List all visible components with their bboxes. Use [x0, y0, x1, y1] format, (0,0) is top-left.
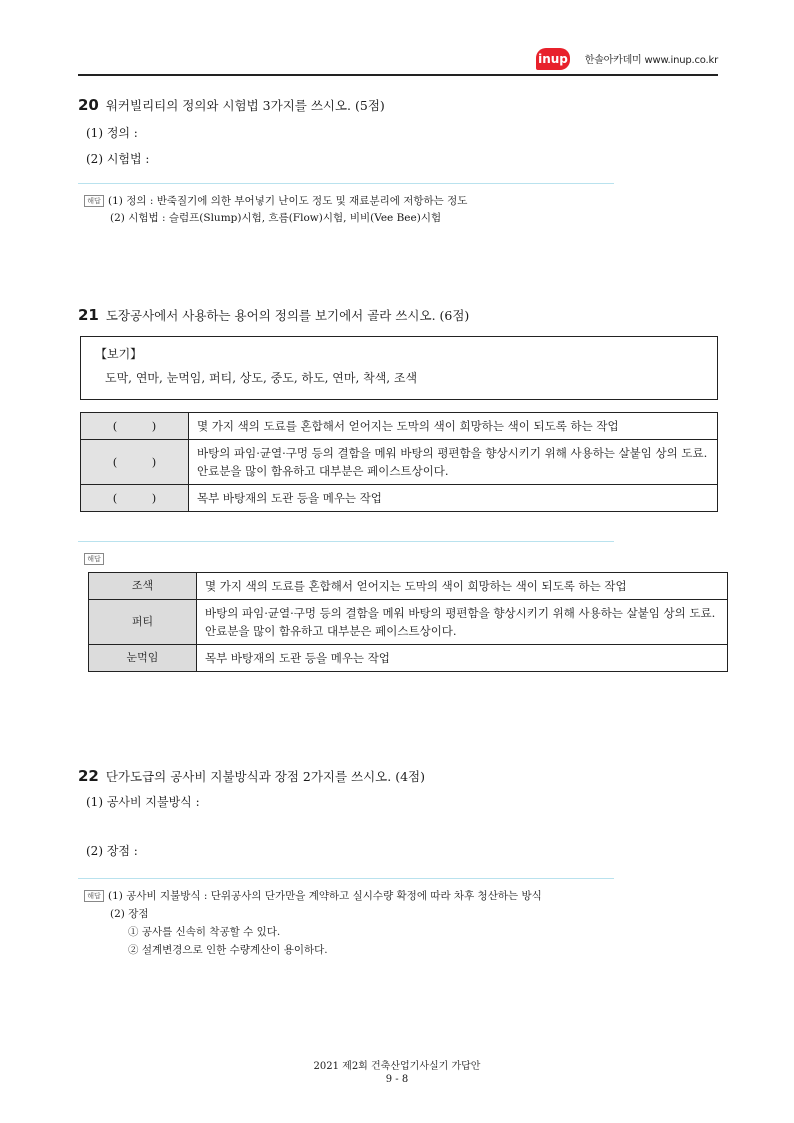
blank-cell: ( ) — [81, 440, 189, 485]
footer-title: 2021 제2회 건축산업기사실기 가답안 — [313, 1061, 481, 1072]
example-box-title: 【보기】 — [95, 347, 143, 361]
definition-cell: 바탕의 파임·균열·구멍 등의 결함을 메워 바탕의 평편함을 향상시키기 위해 사용하는 살붙임 상의 도료. 안료분을 많이 함유하고 대부분은 페이스트상이다. — [189, 440, 718, 485]
table-row — [89, 600, 728, 645]
q22-answer-3: ① 공사를 신속히 착공할 수 있다. — [128, 926, 281, 938]
separator-line — [78, 878, 614, 879]
answer-tag: 해답 — [84, 553, 104, 565]
q20-item-1: (1) 정의 : — [86, 126, 138, 140]
definition-cell: 몇 가지 색의 도료를 혼합해서 얻어지는 도막의 색이 희망하는 색이 되도록 하는 작업 — [197, 573, 728, 600]
answer-tag: 해답 — [84, 195, 104, 207]
q22-answer-1 — [84, 888, 542, 904]
q20-item-2: (2) 시험법 : — [86, 152, 150, 166]
separator-line — [78, 541, 614, 542]
q22-item-1: (1) 공사비 지불방식 : — [86, 795, 200, 809]
table-row — [81, 413, 718, 440]
q22-answer-4: ② 설계변경으로 인한 수량계산이 용이하다. — [128, 944, 328, 956]
q20-answer-1 — [84, 193, 467, 209]
definition-cell: 목부 바탕재의 도관 등을 메우는 작업 — [189, 485, 718, 512]
answer-text: (1) 공사비 지불방식 : 단위공사의 단가만을 계약하고 실시수량 확정에 따라 차후 청산하는 방식 — [108, 890, 542, 902]
table-row — [89, 645, 728, 672]
table-row — [81, 485, 718, 512]
example-box-items: 도막, 연마, 눈먹임, 퍼티, 상도, 중도, 하도, 연마, 착색, 조색 — [105, 371, 418, 385]
q20-answer-2: (2) 시험법 : 슬럼프(Slump)시험, 흐름(Flow)시험, 비비(Vee Bee)시험 — [110, 212, 442, 224]
term-cell: 퍼티 — [89, 600, 197, 645]
question-table — [80, 412, 718, 512]
question-22 — [78, 767, 425, 785]
separator-line — [78, 183, 614, 184]
question-number: 21 — [78, 306, 99, 324]
table-row — [81, 440, 718, 485]
example-box — [80, 336, 718, 400]
question-number: 22 — [78, 767, 99, 785]
answer-tag: 해답 — [84, 890, 104, 902]
question-text: 단가도급의 공사비 지불방식과 장점 2가지를 쓰시오. (4점) — [105, 769, 425, 784]
brand-text: 한솔아카데미 www.inup.co.kr — [584, 55, 718, 66]
table-row — [89, 573, 728, 600]
definition-cell: 목부 바탕재의 도관 등을 메우는 작업 — [197, 645, 728, 672]
answer-text: (1) 정의 : 반죽질기에 의한 부어넣기 난이도 정도 및 재료분리에 저항하는 정도 — [108, 195, 468, 207]
blank-cell: ( ) — [81, 485, 189, 512]
page-number: 9 - 8 — [385, 1074, 409, 1085]
q21-answer-tag — [84, 551, 108, 567]
blank-cell: ( ) — [81, 413, 189, 440]
term-cell: 눈먹임 — [89, 645, 197, 672]
page-header — [78, 40, 718, 76]
inup-logo: inup — [536, 48, 570, 70]
q22-answer-2: (2) 장점 — [110, 908, 149, 920]
term-cell: 조색 — [89, 573, 197, 600]
definition-cell: 몇 가지 색의 도료를 혼합해서 얻어지는 도막의 색이 희망하는 색이 되도록 하는 작업 — [189, 413, 718, 440]
question-text: 워커빌리티의 정의와 시험법 3가지를 쓰시오. (5점) — [105, 98, 385, 113]
question-text: 도장공사에서 사용하는 용어의 정의를 보기에서 골라 쓰시오. (6점) — [105, 308, 470, 323]
answer-table — [88, 572, 728, 672]
question-number: 20 — [78, 96, 99, 114]
q22-item-2: (2) 장점 : — [86, 844, 138, 858]
question-21 — [78, 306, 469, 324]
question-20 — [78, 96, 385, 114]
definition-cell: 바탕의 파임·균열·구멍 등의 결함을 메워 바탕의 평편함을 향상시키기 위해 사용하는 살붙임 상의 도료. 안료분을 많이 함유하고 대부분은 페이스트상이다. — [197, 600, 728, 645]
